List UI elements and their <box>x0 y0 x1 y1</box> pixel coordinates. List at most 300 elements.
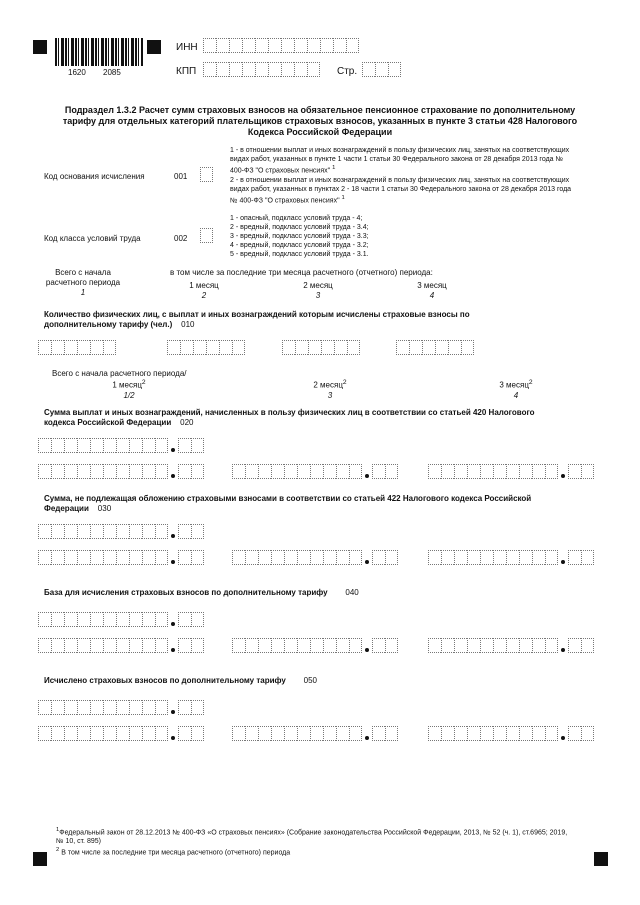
amount-field[interactable] <box>38 638 168 653</box>
input-cell[interactable] <box>271 550 284 565</box>
input-cell[interactable] <box>51 524 64 539</box>
input-cell[interactable] <box>506 550 519 565</box>
input-cell[interactable] <box>38 550 51 565</box>
kopecks-field[interactable] <box>178 524 204 539</box>
amount-field[interactable] <box>38 464 168 479</box>
input-cell[interactable] <box>294 62 307 77</box>
input-cell[interactable] <box>428 638 441 653</box>
input-cell[interactable] <box>336 638 349 653</box>
input-cell[interactable] <box>454 726 467 741</box>
input-cell[interactable] <box>90 638 103 653</box>
input-cell[interactable] <box>245 638 258 653</box>
input-cell[interactable] <box>178 464 191 479</box>
input-cell[interactable] <box>129 550 142 565</box>
kpp-field[interactable] <box>203 62 320 77</box>
input-cell[interactable] <box>568 726 581 741</box>
input-cell[interactable] <box>116 700 129 715</box>
line-010-total-field[interactable] <box>38 340 116 355</box>
class-options <box>230 214 530 259</box>
input-cell[interactable] <box>129 612 142 627</box>
input-cell[interactable] <box>64 700 77 715</box>
input-cell[interactable] <box>216 38 229 53</box>
input-cell[interactable] <box>545 550 558 565</box>
input-cell[interactable] <box>77 340 90 355</box>
input-cell[interactable] <box>428 726 441 741</box>
input-cell[interactable] <box>385 550 398 565</box>
amount-field[interactable] <box>38 438 168 453</box>
input-cell[interactable] <box>191 524 204 539</box>
input-cell[interactable] <box>155 464 168 479</box>
input-cell[interactable] <box>334 340 347 355</box>
input-cell[interactable] <box>77 638 90 653</box>
input-cell[interactable] <box>64 524 77 539</box>
input-cell[interactable] <box>178 638 191 653</box>
input-cell[interactable] <box>90 700 103 715</box>
kopecks-field[interactable] <box>568 638 594 653</box>
input-cell[interactable] <box>229 62 242 77</box>
input-cell[interactable] <box>441 550 454 565</box>
input-cell[interactable] <box>448 340 461 355</box>
input-cell[interactable] <box>90 438 103 453</box>
input-cell[interactable] <box>372 464 385 479</box>
amount-field[interactable] <box>428 464 558 479</box>
input-cell[interactable] <box>396 340 409 355</box>
input-cell[interactable] <box>428 464 441 479</box>
input-cell[interactable] <box>77 438 90 453</box>
input-cell[interactable] <box>232 638 245 653</box>
input-cell[interactable] <box>245 464 258 479</box>
input-cell[interactable] <box>321 340 334 355</box>
kopecks-field[interactable] <box>372 464 398 479</box>
kopecks-field[interactable] <box>372 726 398 741</box>
input-cell[interactable] <box>155 524 168 539</box>
input-cell[interactable] <box>180 340 193 355</box>
input-cell[interactable] <box>480 726 493 741</box>
input-cell[interactable] <box>519 550 532 565</box>
input-cell[interactable] <box>268 38 281 53</box>
decimal-point <box>561 736 565 740</box>
input-cell[interactable] <box>480 464 493 479</box>
amount-field[interactable] <box>38 700 168 715</box>
decimal-point <box>561 474 565 478</box>
input-cell[interactable] <box>64 638 77 653</box>
input-cell[interactable] <box>90 550 103 565</box>
input-cell[interactable] <box>493 550 506 565</box>
input-cell[interactable] <box>64 726 77 741</box>
input-cell[interactable] <box>129 638 142 653</box>
input-cell[interactable] <box>435 340 448 355</box>
input-cell[interactable] <box>51 438 64 453</box>
input-cell[interactable] <box>409 340 422 355</box>
input-cell[interactable] <box>372 726 385 741</box>
input-cell[interactable] <box>506 464 519 479</box>
decimal-point <box>171 736 175 740</box>
input-cell[interactable] <box>64 612 77 627</box>
month2-header: 2 месяц 3 <box>303 281 333 300</box>
input-cell[interactable] <box>229 38 242 53</box>
input-cell[interactable] <box>116 612 129 627</box>
basis-code: 001 <box>174 172 188 181</box>
input-cell[interactable] <box>454 464 467 479</box>
input-cell[interactable] <box>155 612 168 627</box>
input-cell[interactable] <box>581 550 594 565</box>
input-cell[interactable] <box>255 62 268 77</box>
input-cell[interactable] <box>64 464 77 479</box>
input-cell[interactable] <box>142 438 155 453</box>
input-cell[interactable] <box>519 638 532 653</box>
input-cell[interactable] <box>568 550 581 565</box>
input-cell[interactable] <box>271 638 284 653</box>
input-cell[interactable] <box>349 638 362 653</box>
input-cell[interactable] <box>308 340 321 355</box>
input-cell[interactable] <box>155 700 168 715</box>
input-cell[interactable] <box>232 340 245 355</box>
input-cell[interactable] <box>346 38 359 53</box>
input-cell[interactable] <box>129 700 142 715</box>
input-cell[interactable] <box>245 726 258 741</box>
input-cell[interactable] <box>506 726 519 741</box>
input-cell[interactable] <box>103 638 116 653</box>
kopecks-field[interactable] <box>568 550 594 565</box>
input-cell[interactable] <box>545 638 558 653</box>
input-cell[interactable] <box>307 38 320 53</box>
input-cell[interactable] <box>38 726 51 741</box>
line-010-month3-field[interactable] <box>396 340 474 355</box>
input-cell[interactable] <box>90 524 103 539</box>
input-cell[interactable] <box>268 62 281 77</box>
input-cell[interactable] <box>203 38 216 53</box>
basis-field[interactable] <box>200 167 213 182</box>
input-cell[interactable] <box>467 464 480 479</box>
input-cell[interactable] <box>191 438 204 453</box>
input-cell[interactable] <box>297 638 310 653</box>
input-cell[interactable] <box>38 524 51 539</box>
input-cell[interactable] <box>372 550 385 565</box>
input-cell[interactable] <box>532 550 545 565</box>
input-cell[interactable] <box>178 550 191 565</box>
input-cell[interactable] <box>297 726 310 741</box>
input-cell[interactable] <box>519 726 532 741</box>
input-cell[interactable] <box>493 638 506 653</box>
input-cell[interactable] <box>191 464 204 479</box>
kopecks-field[interactable] <box>568 726 594 741</box>
input-cell[interactable] <box>333 38 346 53</box>
input-cell[interactable] <box>77 524 90 539</box>
input-cell[interactable] <box>568 638 581 653</box>
input-cell[interactable] <box>310 464 323 479</box>
input-cell[interactable] <box>191 700 204 715</box>
corner-marker-top-right <box>147 40 161 54</box>
input-cell[interactable] <box>38 700 51 715</box>
input-cell[interactable] <box>519 464 532 479</box>
input-cell[interactable] <box>428 550 441 565</box>
input-cell[interactable] <box>255 38 268 53</box>
input-cell[interactable] <box>155 438 168 453</box>
input-cell[interactable] <box>461 340 474 355</box>
input-cell[interactable] <box>142 726 155 741</box>
class-field[interactable] <box>200 228 213 243</box>
input-cell[interactable] <box>129 464 142 479</box>
input-cell[interactable] <box>142 550 155 565</box>
input-cell[interactable] <box>372 638 385 653</box>
input-cell[interactable] <box>362 62 375 77</box>
input-cell[interactable] <box>294 38 307 53</box>
input-cell[interactable] <box>245 550 258 565</box>
page-field[interactable] <box>362 62 401 77</box>
input-cell[interactable] <box>532 464 545 479</box>
input-cell[interactable] <box>310 550 323 565</box>
input-cell[interactable] <box>506 638 519 653</box>
input-cell[interactable] <box>116 438 129 453</box>
input-cell[interactable] <box>64 340 77 355</box>
amount-field[interactable] <box>232 550 362 565</box>
input-cell[interactable] <box>284 550 297 565</box>
kopecks-field[interactable] <box>178 612 204 627</box>
input-cell[interactable] <box>347 340 360 355</box>
input-cell[interactable] <box>103 700 116 715</box>
amount-field[interactable] <box>38 524 168 539</box>
input-cell[interactable] <box>103 464 116 479</box>
amount-field[interactable] <box>232 464 362 479</box>
input-cell[interactable] <box>38 340 51 355</box>
input-cell[interactable] <box>385 464 398 479</box>
kopecks-field[interactable] <box>372 638 398 653</box>
input-cell[interactable] <box>242 62 255 77</box>
input-cell[interactable] <box>191 726 204 741</box>
input-cell[interactable] <box>271 726 284 741</box>
input-cell[interactable] <box>116 464 129 479</box>
line-010-month1-field[interactable] <box>167 340 245 355</box>
input-cell[interactable] <box>310 726 323 741</box>
barcode <box>55 38 143 66</box>
input-cell[interactable] <box>178 612 191 627</box>
input-cell[interactable] <box>64 550 77 565</box>
input-cell[interactable] <box>568 464 581 479</box>
amount-field[interactable] <box>428 638 558 653</box>
amount-field[interactable] <box>232 638 362 653</box>
input-cell[interactable] <box>77 700 90 715</box>
input-cell[interactable] <box>51 550 64 565</box>
kopecks-field[interactable] <box>178 550 204 565</box>
input-cell[interactable] <box>90 726 103 741</box>
input-cell[interactable] <box>454 550 467 565</box>
input-cell[interactable] <box>90 612 103 627</box>
amount-field[interactable] <box>38 550 168 565</box>
input-cell[interactable] <box>178 726 191 741</box>
input-cell[interactable] <box>581 464 594 479</box>
input-cell[interactable] <box>103 726 116 741</box>
input-cell[interactable] <box>178 438 191 453</box>
input-cell[interactable] <box>116 726 129 741</box>
input-cell[interactable] <box>116 524 129 539</box>
input-cell[interactable] <box>167 340 180 355</box>
amount-field[interactable] <box>38 612 168 627</box>
footnote-1: $^1$Федеральный закон от 28.12.2013 № 400-ФЗ «О страховых пенсиях» (Собрание законодательства Российской Федерации, 2013, № 52 (ч. 1), ст.6965; 2019, № 10, ст. 895) <box>56 827 568 846</box>
input-cell[interactable] <box>38 438 51 453</box>
input-cell[interactable] <box>258 550 271 565</box>
input-cell[interactable] <box>51 700 64 715</box>
amount-field[interactable] <box>38 726 168 741</box>
input-cell[interactable] <box>232 550 245 565</box>
input-cell[interactable] <box>142 638 155 653</box>
input-cell[interactable] <box>203 62 216 77</box>
input-cell[interactable] <box>178 524 191 539</box>
input-cell[interactable] <box>51 612 64 627</box>
input-cell[interactable] <box>191 638 204 653</box>
input-cell[interactable] <box>467 550 480 565</box>
input-cell[interactable] <box>422 340 435 355</box>
input-cell[interactable] <box>349 726 362 741</box>
input-cell[interactable] <box>142 464 155 479</box>
input-cell[interactable] <box>103 612 116 627</box>
input-cell[interactable] <box>38 464 51 479</box>
input-cell[interactable] <box>103 524 116 539</box>
input-cell[interactable] <box>191 612 204 627</box>
input-cell[interactable] <box>155 726 168 741</box>
input-cell[interactable] <box>545 726 558 741</box>
input-cell[interactable] <box>532 638 545 653</box>
input-cell[interactable] <box>282 340 295 355</box>
input-cell[interactable] <box>323 726 336 741</box>
input-cell[interactable] <box>103 438 116 453</box>
kopecks-field[interactable] <box>568 464 594 479</box>
input-cell[interactable] <box>129 726 142 741</box>
input-cell[interactable] <box>242 38 255 53</box>
input-cell[interactable] <box>284 638 297 653</box>
input-cell[interactable] <box>581 638 594 653</box>
class-label: Код класса условий труда <box>44 234 141 243</box>
input-cell[interactable] <box>219 340 232 355</box>
input-cell[interactable] <box>90 340 103 355</box>
input-cell[interactable] <box>38 638 51 653</box>
input-cell[interactable] <box>480 638 493 653</box>
input-cell[interactable] <box>441 638 454 653</box>
input-cell[interactable] <box>467 726 480 741</box>
kopecks-field[interactable] <box>372 550 398 565</box>
input-cell[interactable] <box>103 550 116 565</box>
input-cell[interactable] <box>129 438 142 453</box>
input-cell[interactable] <box>216 62 229 77</box>
input-cell[interactable] <box>258 726 271 741</box>
input-cell[interactable] <box>323 550 336 565</box>
input-cell[interactable] <box>51 638 64 653</box>
input-cell[interactable] <box>281 62 294 77</box>
input-cell[interactable] <box>206 340 219 355</box>
kopecks-field[interactable] <box>178 638 204 653</box>
input-cell[interactable] <box>493 464 506 479</box>
input-cell[interactable] <box>467 638 480 653</box>
input-cell[interactable] <box>193 340 206 355</box>
input-cell[interactable] <box>320 38 333 53</box>
input-cell[interactable] <box>64 438 77 453</box>
input-cell[interactable] <box>388 62 401 77</box>
input-cell[interactable] <box>142 700 155 715</box>
decimal-point <box>171 534 175 538</box>
line-050-label: Исчислено страховых взносов по дополнительному тарифу 050 <box>44 676 317 685</box>
input-cell[interactable] <box>258 464 271 479</box>
input-cell[interactable] <box>281 38 294 53</box>
input-cell[interactable] <box>297 464 310 479</box>
input-cell[interactable] <box>532 726 545 741</box>
input-cell[interactable] <box>116 550 129 565</box>
kopecks-field[interactable] <box>178 726 204 741</box>
input-cell[interactable] <box>493 726 506 741</box>
input-cell[interactable] <box>336 726 349 741</box>
input-cell[interactable] <box>155 550 168 565</box>
input-cell[interactable] <box>38 612 51 627</box>
input-cell[interactable] <box>116 638 129 653</box>
input-cell[interactable] <box>51 340 64 355</box>
input-cell[interactable] <box>77 726 90 741</box>
input-cell[interactable] <box>200 228 213 243</box>
input-cell[interactable] <box>385 638 398 653</box>
line-010-month2-field[interactable] <box>282 340 360 355</box>
input-cell[interactable] <box>271 464 284 479</box>
input-cell[interactable] <box>142 612 155 627</box>
kopecks-field[interactable] <box>178 438 204 453</box>
input-cell[interactable] <box>103 340 116 355</box>
input-cell[interactable] <box>51 464 64 479</box>
input-cell[interactable] <box>232 464 245 479</box>
amount-field[interactable] <box>428 550 558 565</box>
input-cell[interactable] <box>385 726 398 741</box>
input-cell[interactable] <box>77 464 90 479</box>
input-cell[interactable] <box>129 524 142 539</box>
input-cell[interactable] <box>454 638 467 653</box>
input-cell[interactable] <box>441 464 454 479</box>
input-cell[interactable] <box>323 638 336 653</box>
input-cell[interactable] <box>307 62 320 77</box>
input-cell[interactable] <box>51 726 64 741</box>
input-cell[interactable] <box>142 524 155 539</box>
input-cell[interactable] <box>77 612 90 627</box>
input-cell[interactable] <box>295 340 308 355</box>
barcode-number-left: 1620 <box>68 68 86 77</box>
input-cell[interactable] <box>581 726 594 741</box>
input-cell[interactable] <box>284 464 297 479</box>
input-cell[interactable] <box>155 638 168 653</box>
input-cell[interactable] <box>323 464 336 479</box>
input-cell[interactable] <box>349 464 362 479</box>
input-cell[interactable] <box>77 550 90 565</box>
decimal-point <box>561 560 565 564</box>
input-cell[interactable] <box>336 550 349 565</box>
input-cell[interactable] <box>375 62 388 77</box>
input-cell[interactable] <box>90 464 103 479</box>
input-cell[interactable] <box>480 550 493 565</box>
input-cell[interactable] <box>200 167 213 182</box>
kopecks-field[interactable] <box>178 700 204 715</box>
input-cell[interactable] <box>349 550 362 565</box>
inn-field[interactable] <box>203 38 359 53</box>
input-cell[interactable] <box>191 550 204 565</box>
input-cell[interactable] <box>284 726 297 741</box>
input-cell[interactable] <box>232 726 245 741</box>
input-cell[interactable] <box>258 638 271 653</box>
amount-field[interactable] <box>428 726 558 741</box>
amount-field[interactable] <box>232 726 362 741</box>
input-cell[interactable] <box>336 464 349 479</box>
input-cell[interactable] <box>545 464 558 479</box>
corner-marker-bottom-right <box>594 852 608 866</box>
line-030-label: Сумма, не подлежащая обложению страховыми взносами в соответствии со статьей 422 Налогового кодекса Российской Федерации 030 <box>44 494 532 513</box>
input-cell[interactable] <box>441 726 454 741</box>
input-cell[interactable] <box>178 700 191 715</box>
kopecks-field[interactable] <box>178 464 204 479</box>
input-cell[interactable] <box>310 638 323 653</box>
decimal-point <box>365 474 369 478</box>
input-cell[interactable] <box>297 550 310 565</box>
